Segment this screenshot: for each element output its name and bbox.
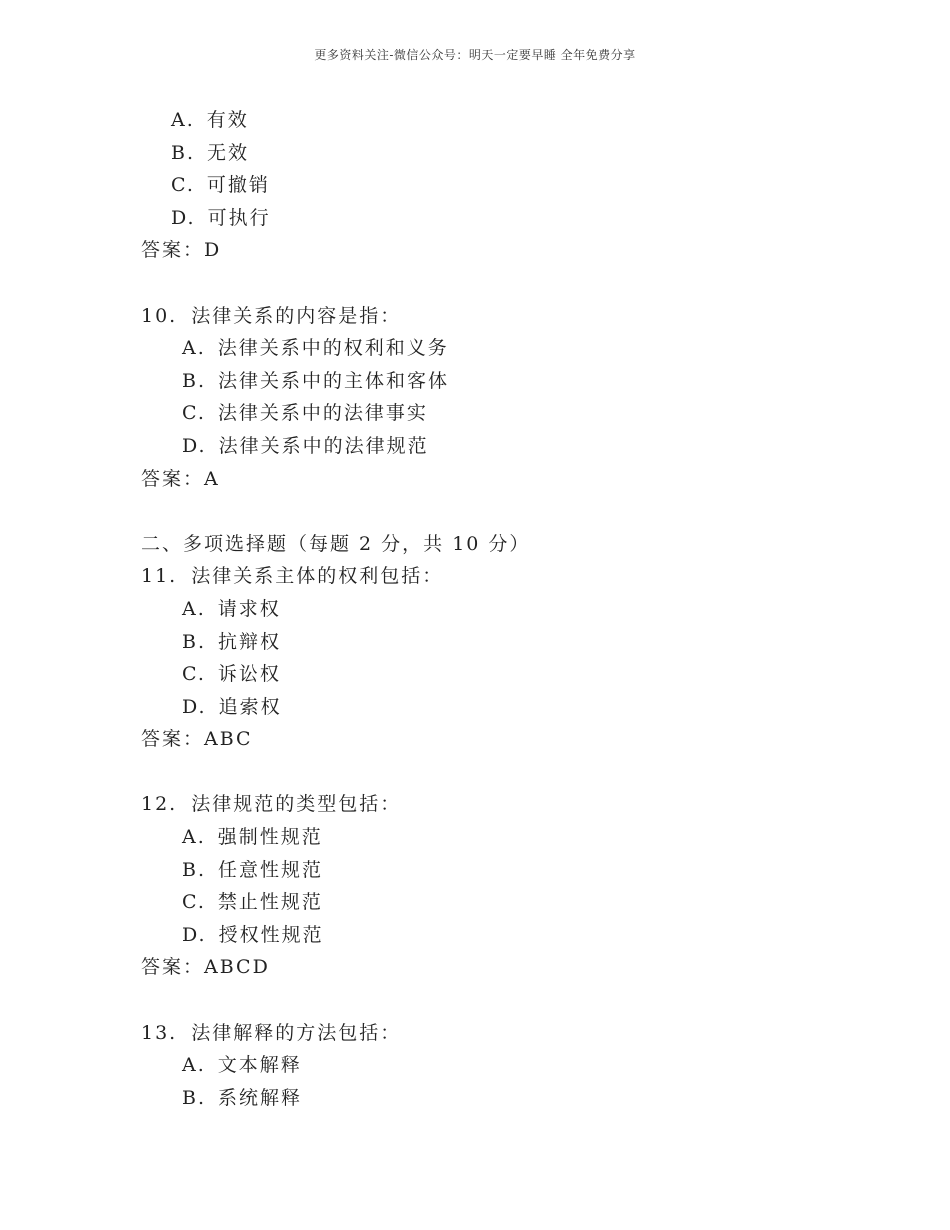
option-letter: C. <box>171 174 195 197</box>
q10-answer: 答案：A <box>141 467 220 490</box>
question-number: 12. <box>141 793 178 816</box>
q12-option-b <box>141 854 861 887</box>
option-letter: A. <box>182 337 206 360</box>
spacer <box>141 984 861 1017</box>
q12-option-a <box>141 821 861 854</box>
q10-stem <box>141 300 861 333</box>
section-title: 二、多项选择题（每题 2 分，共 10 分） <box>141 532 531 555</box>
option-text: 法律关系中的法律规范 <box>218 434 429 457</box>
option-text: 授权性规范 <box>218 923 324 946</box>
document-body <box>141 104 861 1114</box>
spacer <box>141 756 861 789</box>
option-text: 系统解释 <box>218 1086 303 1109</box>
question-number: 11. <box>141 565 178 588</box>
q12-option-d <box>141 919 861 952</box>
q13-option-b <box>141 1082 861 1115</box>
page-header: 更多资料关注-微信公众号：明天一定要早睡 全年免费分享 <box>314 48 636 62</box>
q12-answer: 答案：ABCD <box>141 956 270 979</box>
q11-answer: 答案：ABC <box>141 728 253 751</box>
option-text: 法律关系中的权利和义务 <box>217 337 449 360</box>
q11-option-d <box>141 691 861 724</box>
option-text: 强制性规范 <box>217 826 323 849</box>
option-text: 禁止性规范 <box>217 891 323 914</box>
question-text: 法律解释的方法包括： <box>191 1021 402 1044</box>
option-text: 任意性规范 <box>218 858 324 881</box>
option-letter: C. <box>182 663 206 686</box>
q10-option-c <box>141 397 861 430</box>
option-letter: A. <box>171 109 195 131</box>
option-text: 无效 <box>207 141 250 164</box>
option-letter: D. <box>171 206 196 229</box>
spacer <box>141 267 861 300</box>
question-number: 13. <box>141 1021 178 1044</box>
spacer <box>141 495 861 528</box>
q10-option-a <box>141 332 861 365</box>
q12-stem <box>141 788 861 821</box>
q9-answer: 答案：D <box>141 239 222 262</box>
q9-option-a <box>141 104 861 137</box>
q11-option-b <box>141 626 861 659</box>
option-letter: D. <box>182 923 207 946</box>
option-letter: B. <box>182 369 207 392</box>
option-text: 文本解释 <box>217 1054 302 1077</box>
option-letter: C. <box>182 891 206 914</box>
option-letter: B. <box>182 630 207 653</box>
option-text: 可执行 <box>207 206 271 229</box>
option-letter: A. <box>182 1054 206 1077</box>
option-text: 请求权 <box>217 597 281 620</box>
q9-option-b <box>141 137 861 170</box>
q13-stem <box>141 1017 861 1050</box>
option-letter: B. <box>182 1086 207 1109</box>
option-text: 法律关系中的法律事实 <box>217 402 428 425</box>
option-letter: A. <box>182 826 206 849</box>
option-text: 追索权 <box>218 695 282 718</box>
q11-option-c <box>141 658 861 691</box>
q11-option-a <box>141 593 861 626</box>
option-letter: C. <box>182 402 206 425</box>
q11-stem <box>141 560 861 593</box>
option-letter: B. <box>182 858 207 881</box>
q12-option-c <box>141 886 861 919</box>
option-letter: D. <box>182 695 207 718</box>
q10-option-d <box>141 430 861 463</box>
q10-option-b <box>141 365 861 398</box>
q9-option-c <box>141 169 861 202</box>
option-text: 抗辩权 <box>218 630 282 653</box>
option-text: 可撤销 <box>206 174 270 197</box>
question-text: 法律规范的类型包括： <box>191 793 402 816</box>
option-letter: A. <box>182 597 206 620</box>
question-text: 法律关系主体的权利包括： <box>191 565 444 588</box>
option-letter: B. <box>171 141 196 164</box>
option-text: 诉讼权 <box>217 663 281 686</box>
question-text: 法律关系的内容是指： <box>191 304 402 327</box>
q13-option-a <box>141 1049 861 1082</box>
question-number: 10. <box>141 304 178 327</box>
option-text: 有效 <box>206 109 249 131</box>
option-letter: D. <box>182 434 207 457</box>
q9-option-d <box>141 202 861 235</box>
option-text: 法律关系中的主体和客体 <box>218 369 450 392</box>
